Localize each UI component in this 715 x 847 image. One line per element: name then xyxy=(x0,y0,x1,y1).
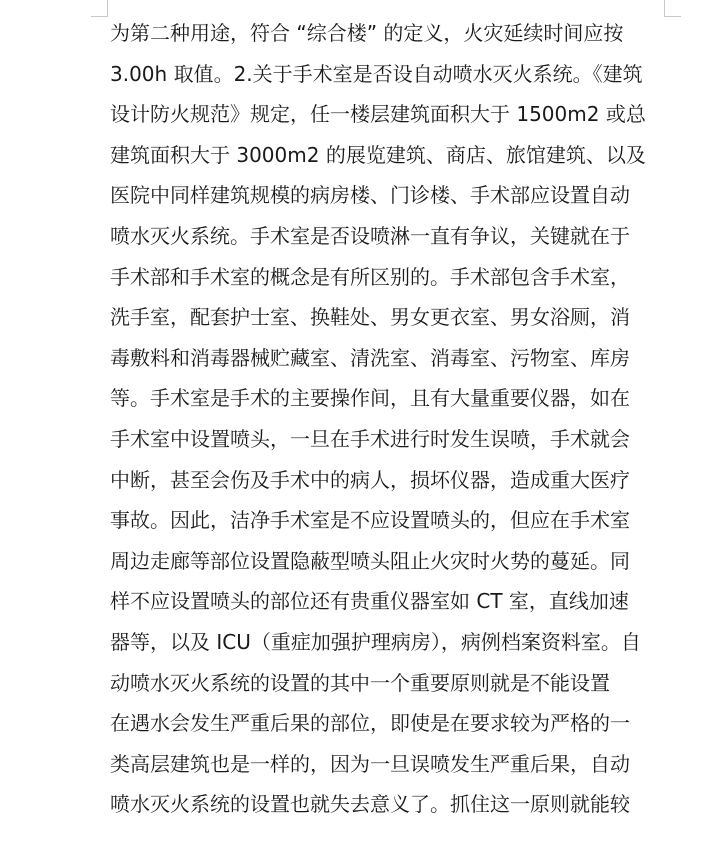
text-line: 样不应设置喷头的部位还有贵重仪器室如 CT 室，直线加速 xyxy=(110,589,629,614)
text-line: 动喷水灭火系统的设置的其中一个重要原则就是不能设置 xyxy=(110,670,610,695)
body-text[interactable] xyxy=(110,13,670,825)
text-line: 为第二种用途，符合 “综合楼” 的定义，火灾延续时间应按 xyxy=(110,21,624,45)
text-line: 建筑面积大于 3000m2 的展览建筑、商店、旅馆建筑、以及 xyxy=(110,142,646,167)
text-line: 周边走廊等部位设置隐蔽型喷头阻止火灾时火势的蔓延。同 xyxy=(110,548,630,573)
text-line: 中断，甚至会伤及手术中的病人，损坏仪器，造成重大医疗 xyxy=(110,467,630,492)
text-line: 等。手术室是手术的主要操作间，且有大量重要仪器，如在 xyxy=(110,386,630,411)
text-line: 3.00h 取值。2.关于手术室是否设自动喷水灭火系统。《建筑 xyxy=(110,61,643,86)
text-line: 事故。因此，洁净手术室是不应设置喷头的，但应在手术室 xyxy=(110,508,630,533)
text-line: 器等，以及 ICU（重症加强护理病房），病例档案资料室。自 xyxy=(110,629,641,654)
text-line: 喷水灭火系统。手术室是否设喷淋一直有争议，关键就在于 xyxy=(110,223,630,248)
text-line: 喷水灭火系统的设置也就失去意义了。抓住这一原则就能较 xyxy=(110,792,630,817)
top-left-margin-mark xyxy=(91,0,108,17)
text-line: 在遇水会发生严重后果的部位，即使是在要求较为严格的一 xyxy=(110,711,630,736)
text-line: 类高层建筑也是一样的，因为一旦误喷发生严重后果，自动 xyxy=(110,751,630,776)
text-line: 设计防火规范》规定，任一楼层建筑面积大于 1500m2 或总 xyxy=(110,102,646,127)
text-line: 洗手室，配套护士室、换鞋处、男女更衣室、男女浴厕，消 xyxy=(110,305,630,330)
text-line: 手术室中设置喷头，一旦在手术进行时发生误喷，手术就会 xyxy=(110,426,630,451)
text-line: 手术部和手术室的概念是有所区别的。手术部包含手术室， xyxy=(110,264,630,289)
text-line: 医院中同样建筑规模的病房楼、门诊楼、手术部应设置自动 xyxy=(110,183,630,208)
text-line: 毒敷料和消毒器械贮藏室、清洗室、消毒室、污物室、库房 xyxy=(110,345,630,370)
